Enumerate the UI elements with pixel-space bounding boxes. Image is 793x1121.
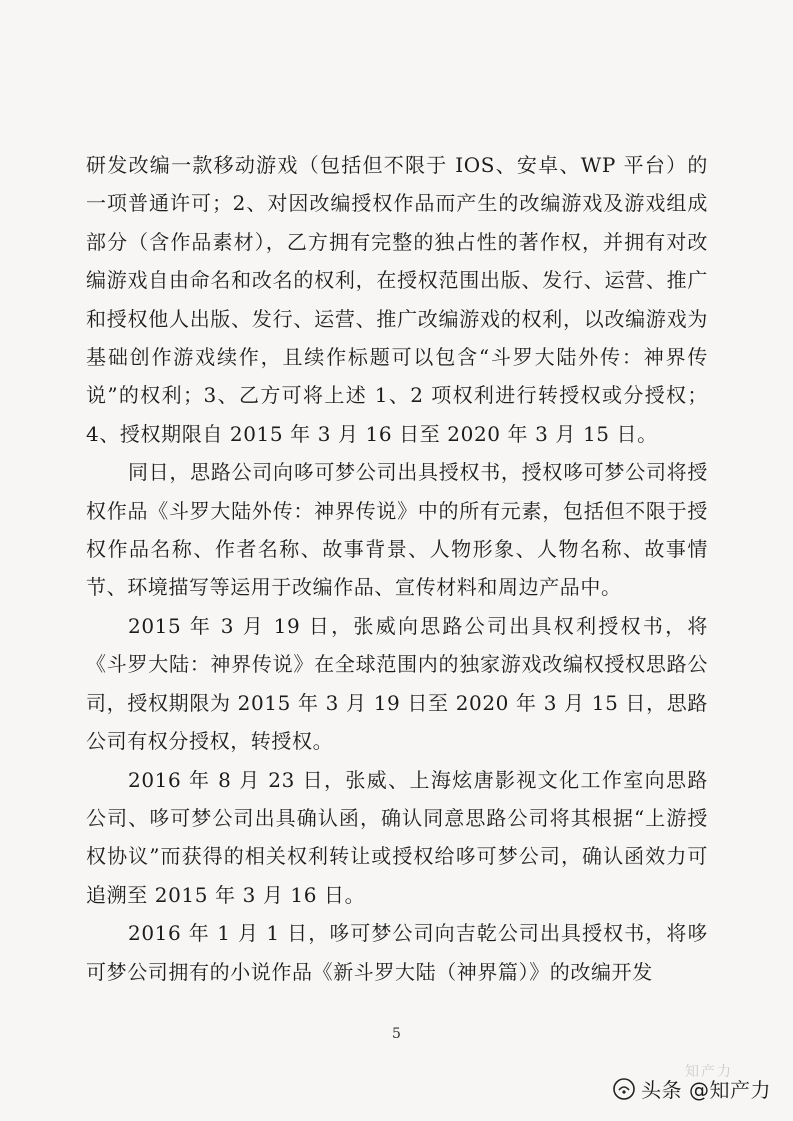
document-body bbox=[86, 146, 708, 991]
paragraph-5: 2016 年 1 月 1 日，哆可梦公司向吉乾公司出具授权书，将哆可梦公司拥有的小说作品《新斗罗大陆（神界篇）》的改编开发 bbox=[86, 921, 708, 984]
paragraph-4: 2016 年 8 月 23 日，张威、上海炫唐影视文化工作室向思路公司、哆可梦公司出具确认函，确认同意思路公司将其根据“上游授权协议”而获得的相关权利转让或授权给哆可梦公司，确认函效力可追溯至 2015 年 3 月 16 日。 bbox=[86, 767, 708, 907]
paragraph-2: 同日，思路公司向哆可梦公司出具授权书，授权哆可梦公司将授权作品《斗罗大陆外传：神界传说》中的所有元素，包括但不限于授权作品名称、作者名称、故事背景、人物形象、人物名称、故事情节、环境描写等运用于改编作品、宣传材料和周边产品中。 bbox=[86, 460, 708, 600]
paragraph-3: 2015 年 3 月 19 日，张威向思路公司出具权利授权书，将《斗罗大陆：神界传说》在全球范围内的独家游戏改编权授权思路公司，授权期限为 2015 年 3 月 19 日至 2020 年 3 月 15 日，思路公司有权分授权，转授权。 bbox=[86, 613, 708, 754]
watermark-text: 头条 @知产力 bbox=[641, 1078, 771, 1102]
faint-watermark: 知产力 bbox=[685, 1064, 733, 1080]
toutiao-logo-icon bbox=[613, 1078, 635, 1100]
paragraph-1: 研发改编一款移动游戏（包括但不限于 IOS、安卓、WP 平台）的一项普通许可；2、对因改编授权作品而产生的改编游戏及游戏组成部分（含作品素材），乙方拥有完整的独占性的著作权，并拥有对改编游戏自由命名和改名的权利，在授权范围出版、发行、运营、推广和授权他人出版、发行、运营、推广改编游戏的权利，以改编游戏为基础创作游戏续作，且续作标题可以包含“斗罗大陆外传：神界传说”的权利；3、乙方可将上述 1、2 项权利进行转授权或分授权；4、授权期限自 2015 年 3 月 16 日至 2020 年 3 月 15 日。 bbox=[86, 153, 708, 446]
page-number: 5 bbox=[392, 1026, 401, 1042]
toutiao-watermark bbox=[613, 1074, 771, 1103]
